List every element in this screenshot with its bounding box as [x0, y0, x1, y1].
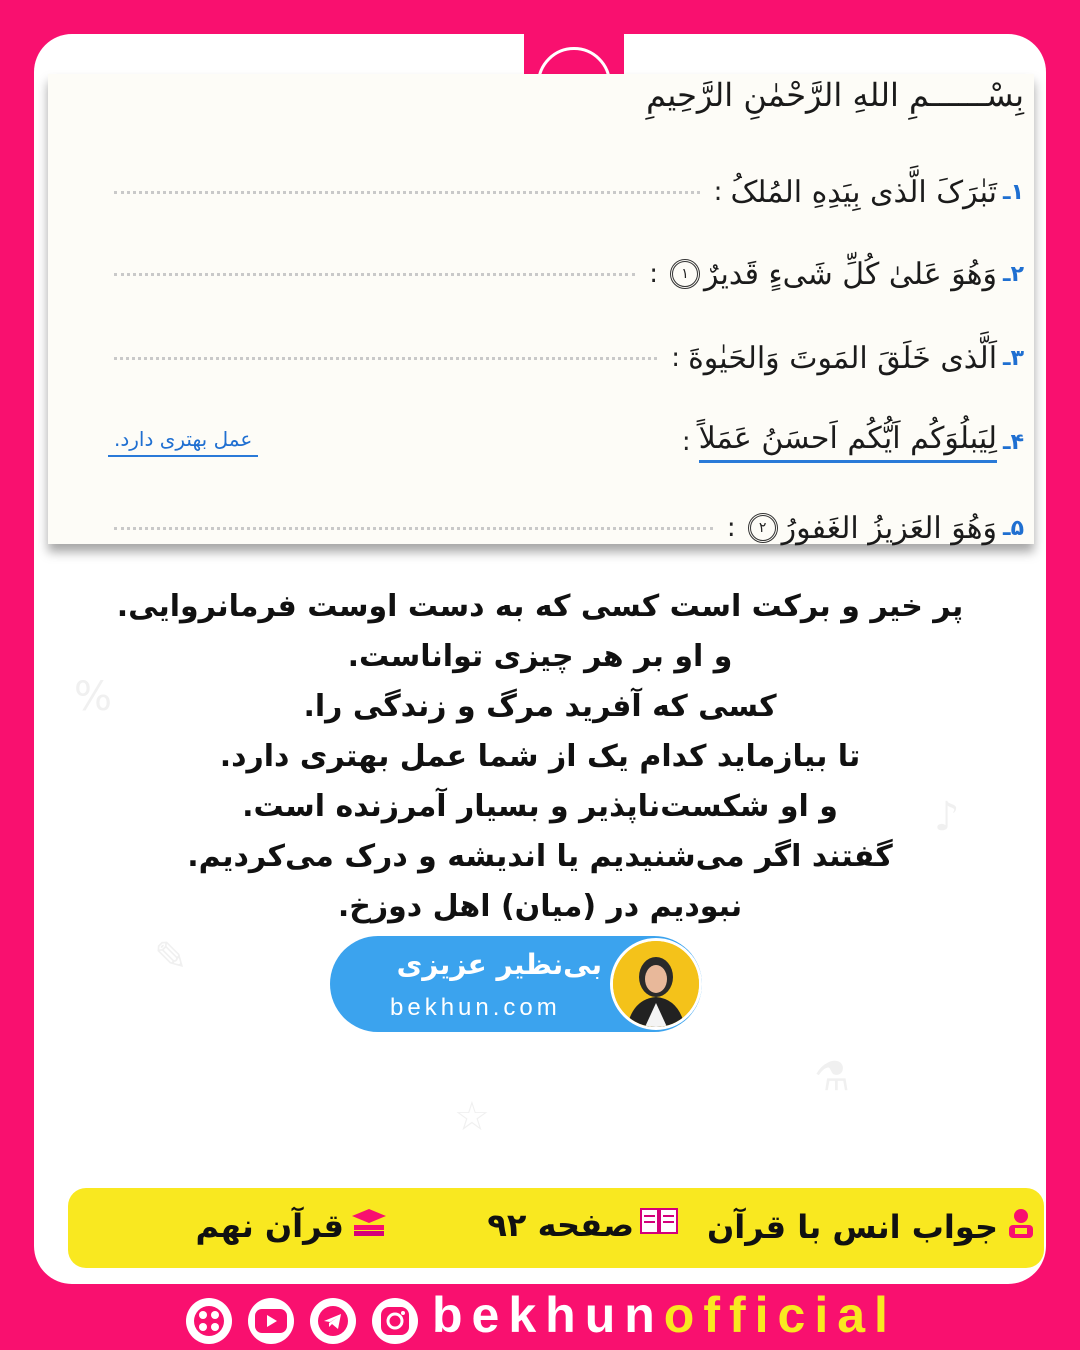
verse-text: وَهُوَ العَزیزُ الغَفورُ	[781, 510, 998, 546]
translation-line: کسی که آفرید مرگ و زندگی را.	[303, 689, 777, 724]
verse-row-4	[108, 412, 1024, 472]
verse-colon: :	[713, 177, 723, 207]
translation-line: گفتند اگر می‌شنیدیم یا اندیشه و درک می‌کردیم.	[187, 839, 893, 874]
footer-bar	[68, 1188, 1044, 1268]
translation-block	[34, 582, 1046, 932]
doodle-icon: ⚗	[814, 1054, 850, 1100]
verse-text: وَهُوَ عَلیٰ کُلِّ شَیءٍ قَدیرٌ	[704, 256, 998, 292]
bismillah: بِسْــــــمِ اللهِ الرَّحْمٰنِ الرَّحِیمِ	[646, 76, 1024, 114]
verse-row-5	[108, 498, 1024, 558]
verse-colon: :	[726, 513, 736, 543]
quran-panel	[48, 74, 1034, 544]
brand-part-2: official	[663, 1287, 897, 1343]
verse-number: ۲ـ	[1003, 261, 1024, 287]
verse-colon: :	[681, 427, 691, 457]
translation-line: پر خیر و برکت است کسی که به دست اوست فرمانروایی.	[116, 589, 964, 624]
verse-colon: :	[671, 343, 681, 373]
footer-page	[487, 1206, 678, 1244]
bottom-strip	[0, 1284, 1080, 1350]
doodle-icon: ♪	[934, 794, 960, 840]
youtube-icon[interactable]	[248, 1298, 294, 1344]
translation-line: تا بیازماید کدام یک از شما عمل بهتری دارد.	[219, 739, 861, 774]
verse-number: ۴ـ	[1003, 429, 1024, 455]
handwritten-answer: عمل بهتری دارد.	[108, 427, 258, 457]
author-site: bekhun.com	[390, 994, 561, 1021]
verse-text: تَبٰرَکَ الَّذی بِیَدِهِ المُلکُ	[730, 174, 998, 210]
translation-line: و او بر هر چیزی تواناست.	[347, 639, 733, 674]
verse-colon: :	[649, 259, 658, 289]
brand-handle	[432, 1286, 897, 1344]
answer-line[interactable]	[114, 273, 635, 276]
instagram-icon[interactable]	[372, 1298, 418, 1344]
verse-number: ۵ـ	[1003, 515, 1024, 541]
doodle-icon: %	[74, 674, 113, 720]
footer-title-text: جواب انس با قرآن	[706, 1208, 998, 1246]
author-badge[interactable]	[330, 936, 702, 1032]
content-card	[34, 34, 1046, 1284]
avatar-icon	[613, 941, 699, 1027]
graduation-cap-icon	[350, 1206, 388, 1246]
ayah-number-icon: ۱	[670, 259, 700, 289]
answer-line[interactable]	[114, 191, 700, 194]
verse-number: ۱ـ	[1003, 179, 1024, 205]
doodle-icon: ✎	[154, 934, 188, 980]
doodle-icon: ☆	[454, 1094, 490, 1140]
verse-text: اَلَّذی خَلَقَ المَوتَ وَالحَیٰوةَ	[688, 340, 998, 376]
footer-subject-text: قرآن نهم	[195, 1207, 344, 1245]
brand-part-1: bekhun	[432, 1287, 664, 1343]
verse-number: ۳ـ	[1003, 345, 1024, 371]
verse-row-3	[108, 328, 1024, 388]
verse-row-2	[108, 244, 1024, 304]
footer-page-text: صفحه ۹۲	[487, 1206, 634, 1244]
answer-line[interactable]	[114, 357, 657, 360]
telegram-icon[interactable]	[310, 1298, 356, 1344]
author-avatar	[610, 938, 702, 1030]
answer-line[interactable]	[114, 527, 713, 530]
teacher-icon	[1004, 1206, 1038, 1248]
verse-text: لِیَبلُوَکُم اَیُّکُم اَحسَنُ عَمَلاً	[699, 421, 997, 463]
ayah-number-icon: ۲	[748, 513, 778, 543]
verse-row-1	[108, 162, 1024, 222]
author-name: بی‌نظیر عزیزی	[396, 948, 602, 981]
footer-subject	[195, 1206, 388, 1246]
translation-line: نبودیم در (میان) اهل دوزخ.	[337, 889, 743, 924]
aparat-icon[interactable]	[186, 1298, 232, 1344]
book-icon	[640, 1206, 678, 1244]
translation-line: و او شکست‌ناپذیر و بسیار آمرزنده است.	[242, 789, 838, 824]
footer-title	[707, 1206, 1038, 1248]
